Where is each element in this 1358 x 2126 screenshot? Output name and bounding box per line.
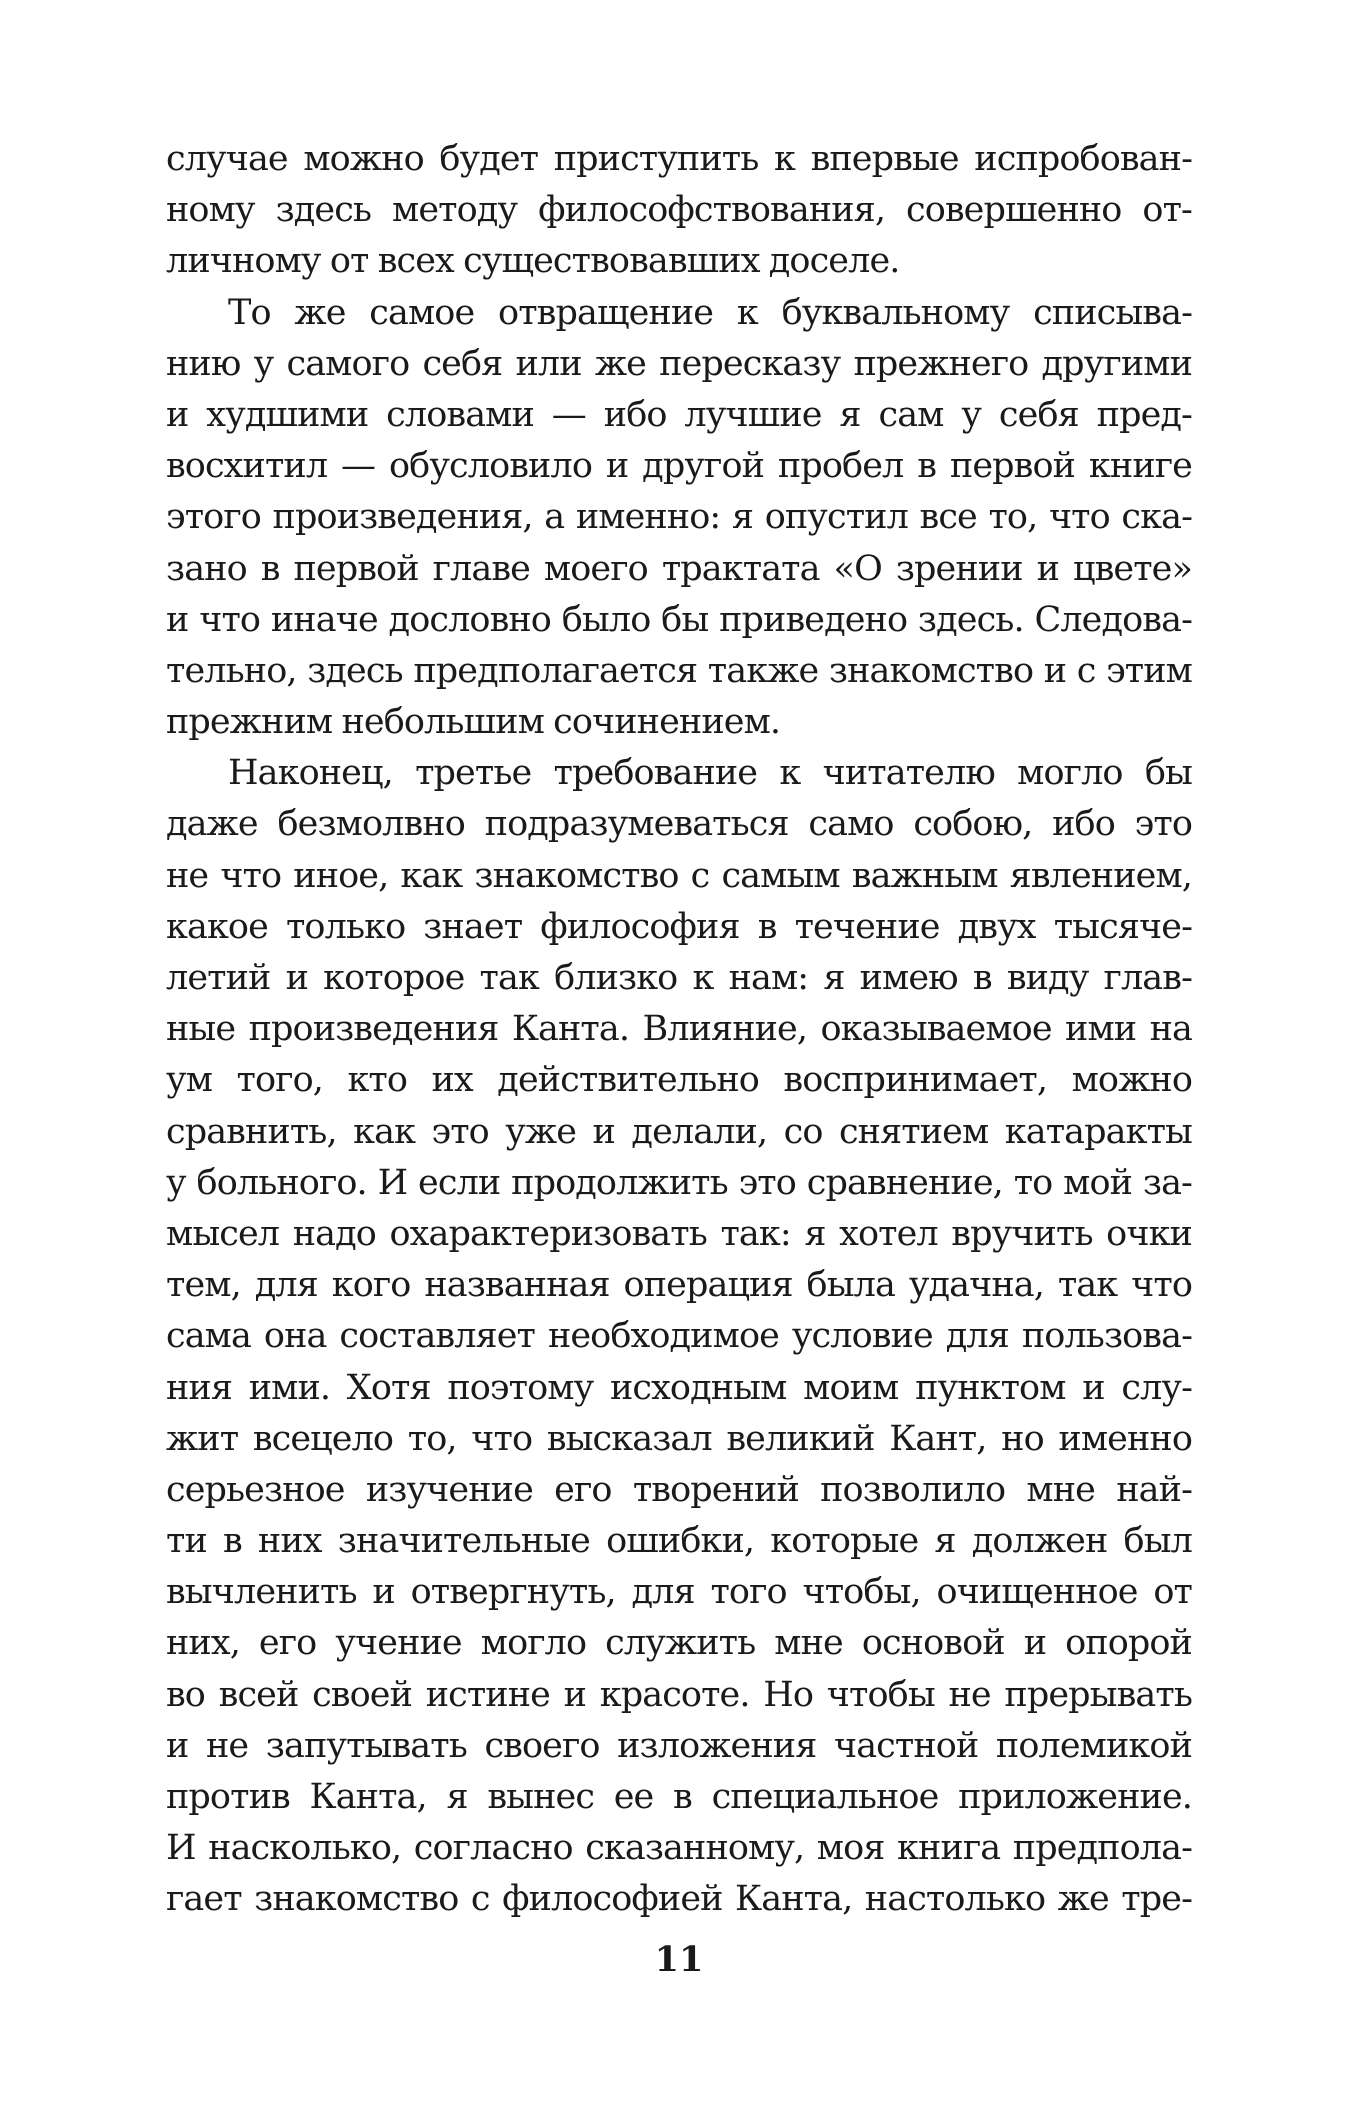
text-line: мысел надо охарактеризовать так: я хотел вручить очки: [166, 1213, 1192, 1254]
text-line: не что иное, как знакомство с самым важным явлением,: [166, 855, 1192, 896]
text-line: летий и которое так близко к нам: я имею в виду глав-: [166, 958, 1192, 998]
text-line: ные произведения Канта. Влияние, оказываемое ими на: [166, 1009, 1192, 1050]
text-line: ти в них значительные ошибки, которые я должен был: [166, 1521, 1192, 1562]
text-line: То же самое отвращение к буквальному списыва-: [228, 292, 1192, 333]
text-line: вычленить и отвергнуть, для того чтобы, очищенное от: [166, 1572, 1192, 1613]
text-line: сама она составляет необходимое условие для пользова-: [166, 1316, 1192, 1357]
text-line: них, его учение могло служить мне основой и опорой: [166, 1623, 1192, 1664]
text-line: серьезное изучение его творений позволило мне най-: [166, 1469, 1192, 1510]
text-line: какое только знает философия в течение двух тысяче-: [166, 906, 1192, 947]
text-line: ния ими. Хотя поэтому исходным моим пунктом и слу-: [166, 1367, 1192, 1408]
text-line: ум того, кто их действительно воспринимает, можно: [166, 1060, 1192, 1101]
text-line: личному от всех существовавших доселе.: [166, 241, 900, 282]
text-line: прежним небольшим сочинением.: [166, 702, 781, 743]
text-line: даже безмолвно подразумеваться само собою, ибо это: [166, 804, 1192, 845]
text-line: тельно, здесь предполагается также знакомство и с этим: [166, 650, 1192, 691]
text-line: Наконец, третье требование к читателю могло бы: [228, 753, 1192, 794]
text-line: сравнить, как это уже и делали, со снятием катаракты: [166, 1111, 1192, 1152]
page-number: 11: [654, 1939, 704, 1980]
text-line: гает знакомство с философией Канта, настолько же тре-: [166, 1879, 1192, 1920]
text-line: зано в первой главе моего трактата «О зрении и цвете»: [166, 548, 1192, 589]
text-line: ному здесь методу философствования, совершенно от-: [166, 190, 1192, 231]
text-line: нию у самого себя или же пересказу прежнего другими: [166, 343, 1192, 384]
body-text: [166, 134, 1192, 1926]
text-line: и не запутывать своего изложения частной полемикой: [166, 1725, 1192, 1766]
text-line: во всей своей истине и красоте. Но чтобы не прерывать: [166, 1674, 1192, 1715]
text-line: и что иначе дословно было бы приведено здесь. Следова-: [166, 599, 1192, 640]
text-line: тем, для кого названная операция была удачна, так что: [166, 1265, 1192, 1306]
text-line: против Канта, я вынес ее в специальное приложение.: [166, 1777, 1192, 1817]
text-line: случае можно будет приступить к впервые испробован-: [166, 139, 1192, 179]
text-line: жит всецело то, что высказал великий Кант, но именно: [166, 1418, 1192, 1459]
text-line: и худшими словами — ибо лучшие я сам у себя пред-: [166, 394, 1192, 435]
text-line: восхитил — обусловило и другой пробел в первой книге: [166, 446, 1192, 487]
text-line: И насколько, согласно сказанному, моя книга предпола-: [166, 1828, 1192, 1869]
text-line: у больного. И если продолжить это сравнение, то мой за-: [166, 1162, 1192, 1203]
text-line: этого произведения, а именно: я опустил все то, что ска-: [166, 497, 1192, 538]
